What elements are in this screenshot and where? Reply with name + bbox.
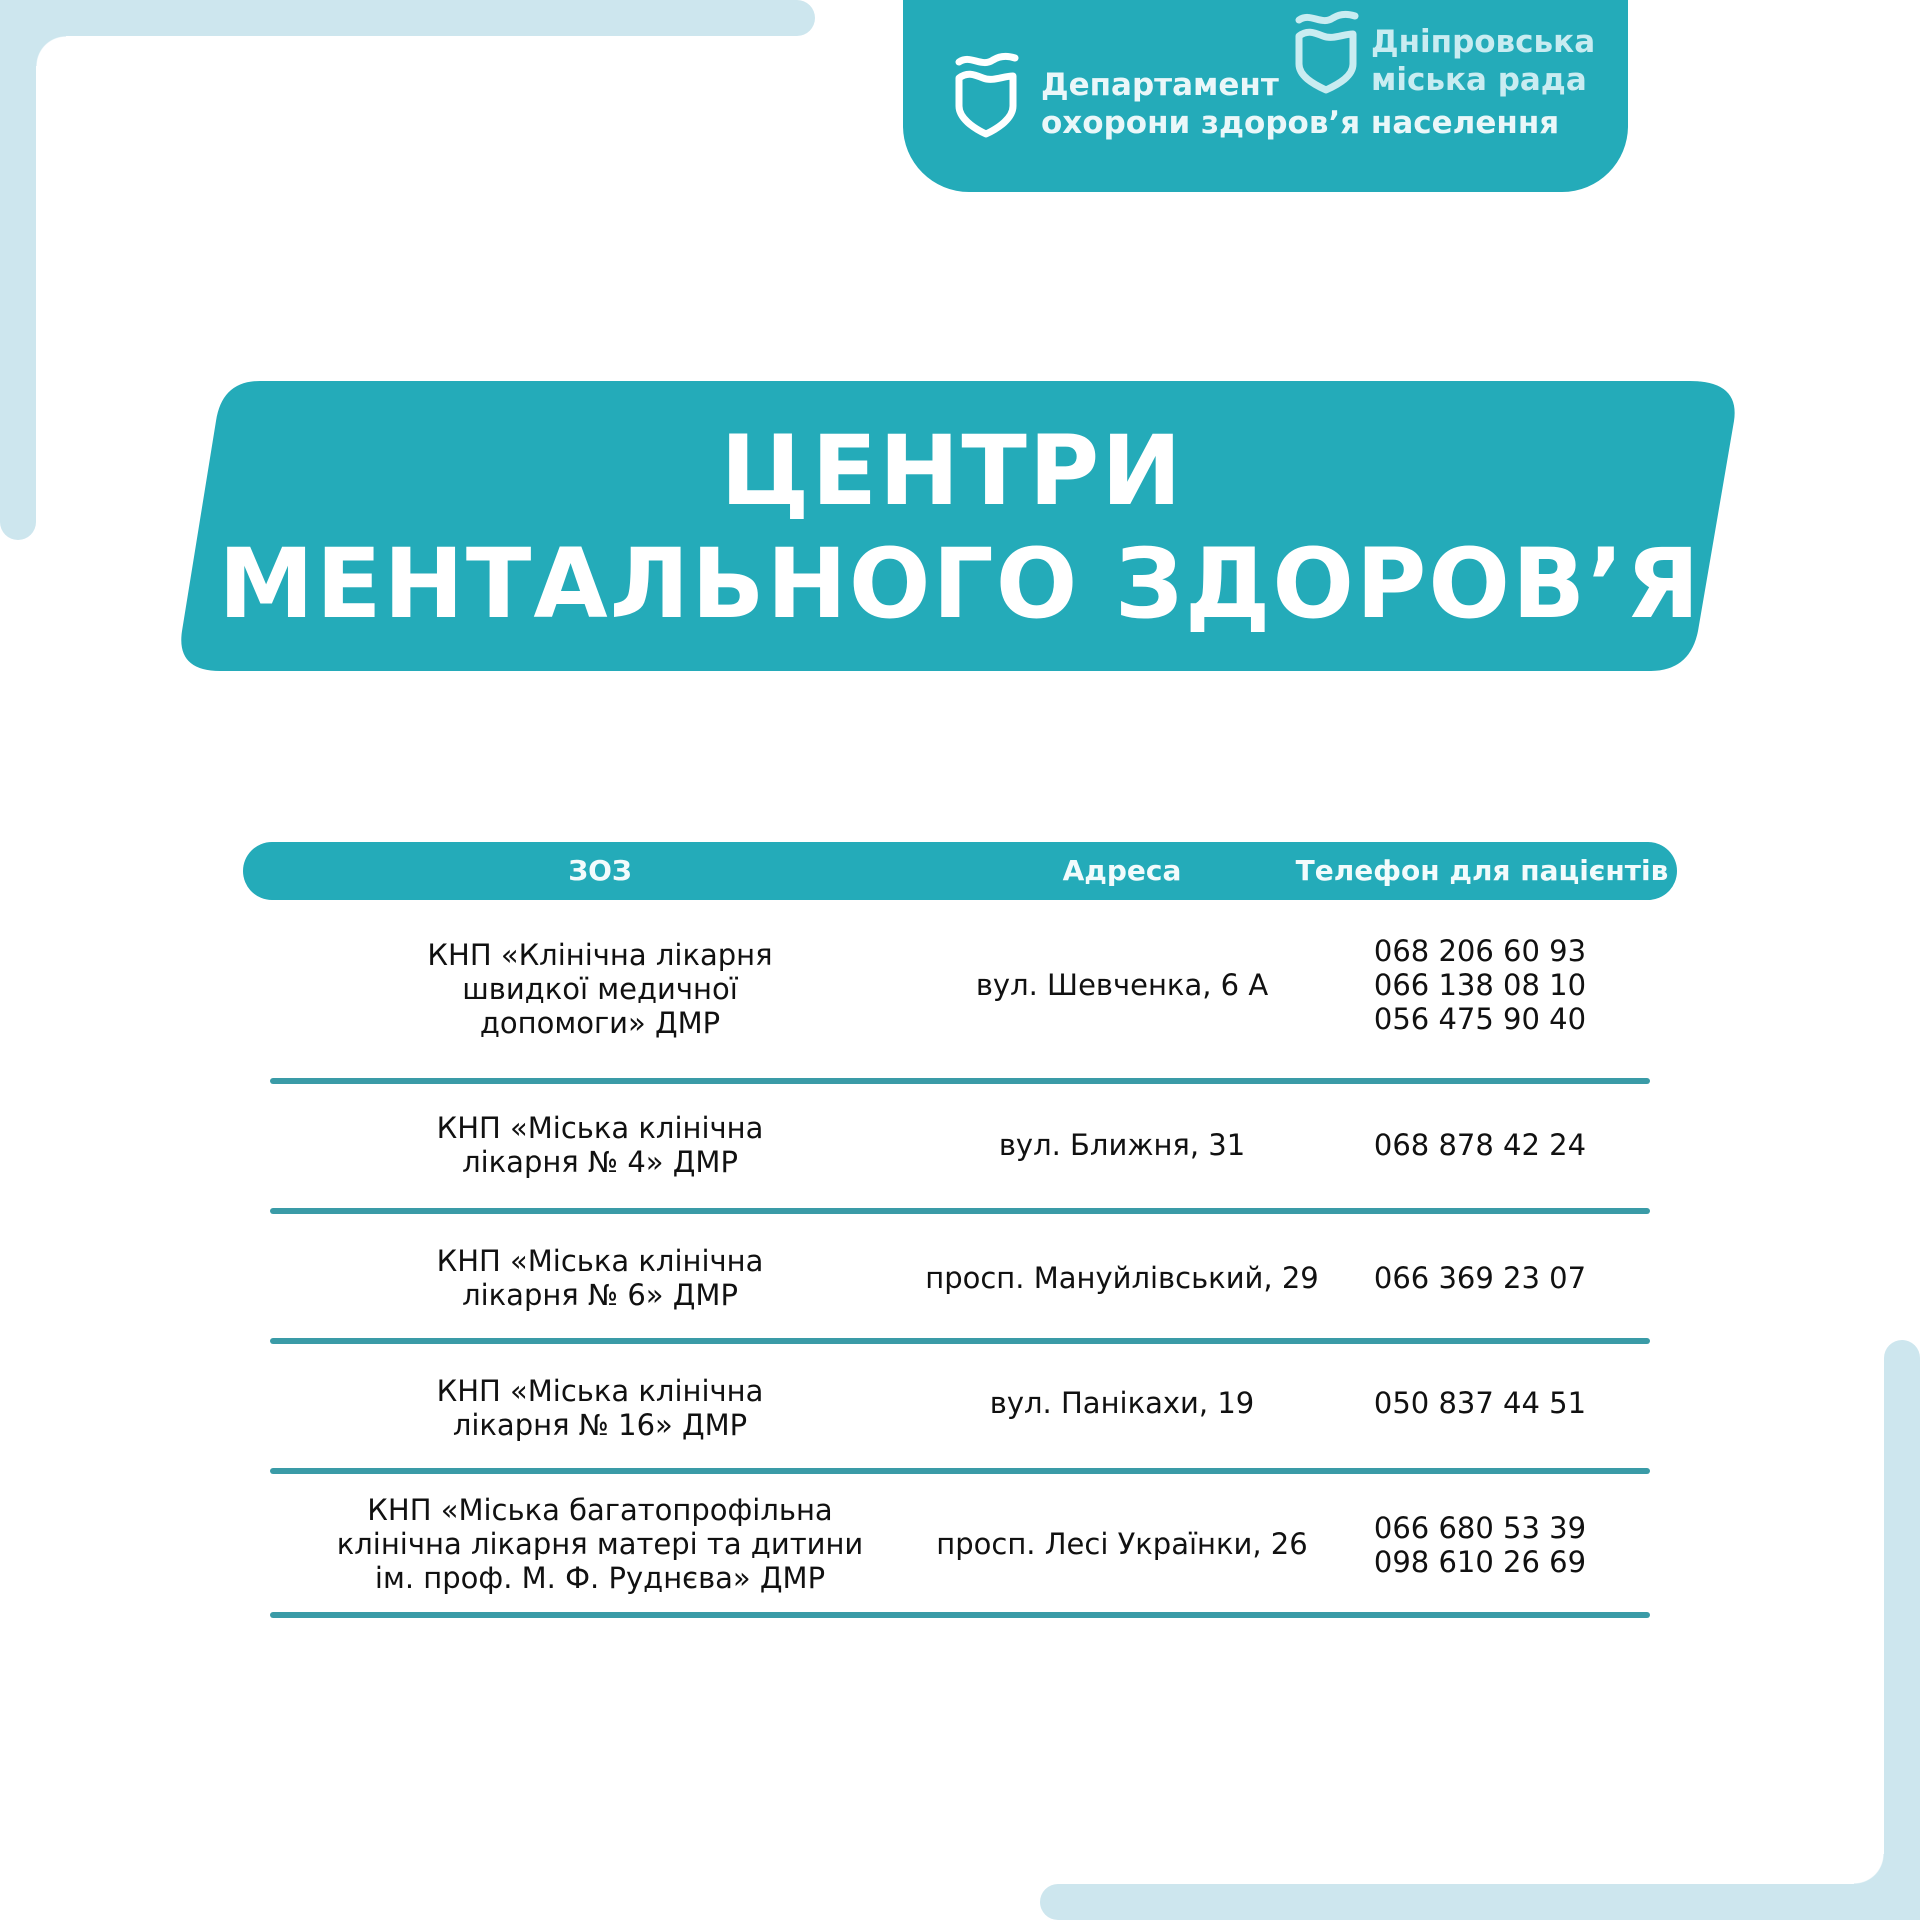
facility-name: [270, 1493, 930, 1595]
phone-number[interactable]: 056 475 90 40: [1373, 1002, 1587, 1036]
phone-number[interactable]: 068 878 42 24: [1373, 1128, 1587, 1162]
facility-name-line: КНП «Міська клінічна: [436, 1111, 764, 1145]
facility-name: [270, 1111, 930, 1179]
department-name-line1: Департамент: [1041, 67, 1279, 103]
facility-address: вул. Шевченка, 6 А: [975, 968, 1269, 1002]
table-header: [243, 842, 1677, 900]
facility-name-line: допомоги» ДМР: [479, 1006, 721, 1040]
phone-number[interactable]: 050 837 44 51: [1373, 1386, 1587, 1420]
facility-phones: [1320, 1511, 1640, 1579]
row-separator: [270, 1612, 1650, 1618]
facility-name-line: КНП «Міська клінічна: [436, 1244, 764, 1278]
facility-address: просп. Мануйлівський, 29: [925, 1261, 1319, 1295]
corner-bracket-bottom-right-fillet: [1854, 1854, 1884, 1884]
logo-panel: [903, 0, 1628, 192]
phone-number[interactable]: 068 206 60 93: [1373, 934, 1587, 968]
facility-address: просп. Лесі Українки, 26: [936, 1527, 1308, 1561]
row-separator: [270, 1208, 1650, 1214]
facility-name-line: КНП «Міська клінічна: [436, 1374, 764, 1408]
facility-name-line: КНП «Міська багатопрофільна: [367, 1493, 833, 1527]
facility-address: вул. Ближня, 31: [998, 1128, 1246, 1162]
row-separator: [270, 1468, 1650, 1474]
column-header-address: Адреса: [1062, 854, 1182, 887]
corner-bracket-top-left-horizontal: [0, 0, 815, 36]
column-header-phone: Телефон для пацієнтів: [1295, 854, 1669, 887]
title-banner: [180, 381, 1740, 671]
facility-name-line: КНП «Клінічна лікарня: [427, 938, 773, 972]
corner-bracket-bottom-right-vertical: [1884, 1340, 1920, 1920]
facility-phones: [1320, 1386, 1640, 1420]
city-council-shield-icon: [1293, 10, 1359, 94]
facility-address: вул. Панікахи, 19: [989, 1386, 1255, 1420]
facility-name-line: лікарня № 6» ДМР: [462, 1278, 738, 1312]
facility-name-line: клінічна лікарня матері та дитини: [336, 1527, 864, 1561]
column-header-facility: ЗОЗ: [568, 854, 632, 887]
phone-number[interactable]: 098 610 26 69: [1373, 1545, 1587, 1579]
phone-number[interactable]: 066 369 23 07: [1373, 1261, 1587, 1295]
department-name-line2: охорони здоров’я населення: [1041, 105, 1560, 141]
facility-name: [270, 938, 930, 1040]
row-separator: [270, 1078, 1650, 1084]
page-title-line2: МЕНТАЛЬНОГО ЗДОРОВ’Я: [218, 528, 1702, 640]
facility-phones: [1320, 1128, 1640, 1162]
department-shield-icon: [953, 52, 1019, 138]
corner-bracket-top-left-vertical: [0, 0, 36, 540]
corner-bracket-bottom-right-horizontal: [1040, 1884, 1920, 1920]
facility-phones: [1320, 934, 1640, 1036]
city-council-name-line1: Дніпровська: [1371, 24, 1596, 60]
city-council-name-line2: міська рада: [1371, 62, 1587, 98]
facility-name-line: лікарня № 4» ДМР: [462, 1145, 738, 1179]
facility-phones: [1320, 1261, 1640, 1295]
facility-name-line: швидкої медичної: [462, 972, 738, 1006]
phone-number[interactable]: 066 138 08 10: [1373, 968, 1587, 1002]
facility-name-line: лікарня № 16» ДМР: [452, 1408, 748, 1442]
phone-number[interactable]: 066 680 53 39: [1373, 1511, 1587, 1545]
corner-bracket-top-left-fillet: [36, 36, 66, 66]
row-separator: [270, 1338, 1650, 1344]
facility-name-line: ім. проф. М. Ф. Руднєва» ДМР: [374, 1561, 826, 1595]
facility-name: [270, 1244, 930, 1312]
facility-name: [270, 1374, 930, 1442]
page-title-line1: ЦЕНТРИ: [720, 415, 1184, 527]
